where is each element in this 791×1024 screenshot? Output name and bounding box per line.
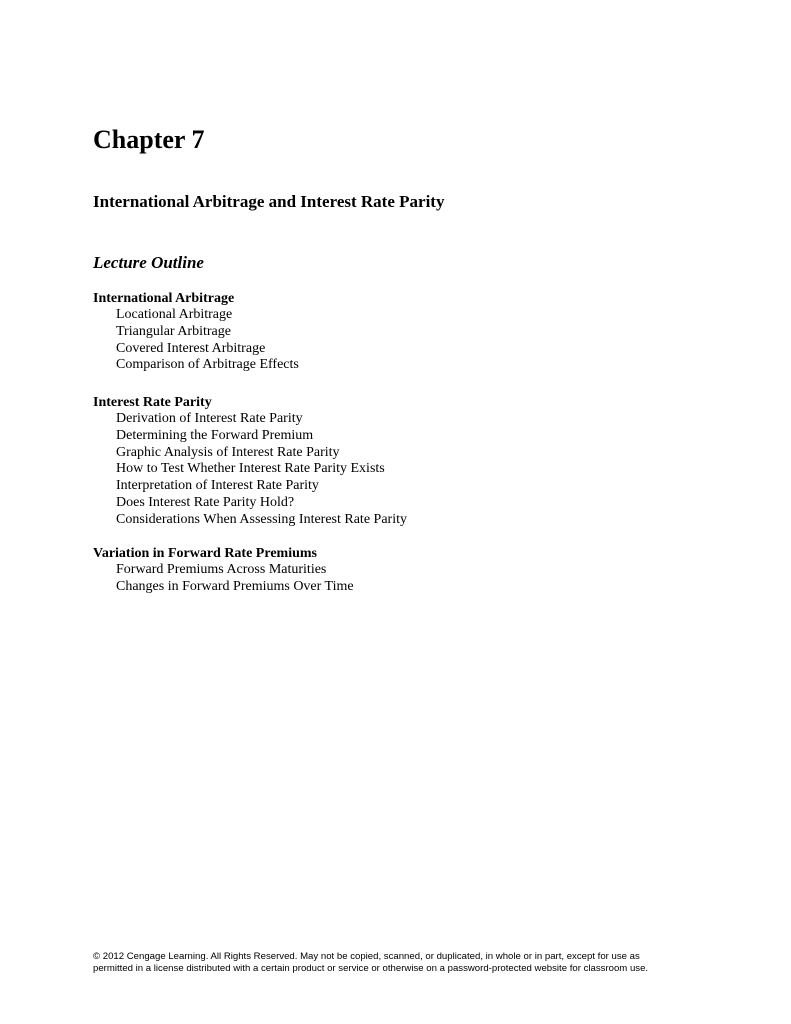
chapter-title: Chapter 7 (93, 125, 205, 154)
copyright-line: © 2012 Cengage Learning. All Rights Reserved. May not be copied, scanned, or duplicated, in whole or in part, except for use as (93, 951, 640, 962)
section-heading: Interest Rate Parity (93, 395, 212, 410)
section-item-list (93, 411, 693, 529)
outline-item: Triangular Arbitrage (116, 323, 231, 339)
section-heading: International Arbitrage (93, 291, 235, 306)
outline-item: Changes in Forward Premiums Over Time (116, 578, 354, 594)
copyright-line: permitted in a license distributed with a certain product or service or otherwise on a password-protected website for classroom use. (93, 963, 649, 974)
outline-item: Graphic Analysis of Interest Rate Parity (116, 444, 340, 460)
outline-item: Determining the Forward Premium (116, 427, 314, 443)
outline-item: Forward Premiums Across Maturities (116, 562, 327, 577)
section-item-list (93, 307, 693, 374)
outline-section-interest-rate-parity (93, 394, 693, 529)
outline-item: Locational Arbitrage (116, 307, 233, 322)
section-item-list (93, 562, 693, 596)
outline-item: Does Interest Rate Parity Hold? (116, 494, 295, 510)
section-heading: Variation in Forward Rate Premiums (93, 546, 317, 561)
outline-item: Derivation of Interest Rate Parity (116, 411, 303, 426)
outline-item: Considerations When Assessing Interest Rate Parity (116, 511, 407, 527)
lecture-outline-heading: Lecture Outline (93, 253, 204, 272)
chapter-subtitle: International Arbitrage and Interest Rate Parity (93, 192, 445, 211)
outline-item: Covered Interest Arbitrage (116, 340, 266, 356)
copyright-footer (93, 951, 713, 975)
outline-section-forward-rate-premiums (93, 545, 693, 596)
outline-item: How to Test Whether Interest Rate Parity Exists (116, 461, 385, 477)
outline-section-international-arbitrage (93, 290, 693, 374)
outline-item: Interpretation of Interest Rate Parity (116, 478, 319, 494)
outline-item: Comparison of Arbitrage Effects (116, 357, 299, 373)
